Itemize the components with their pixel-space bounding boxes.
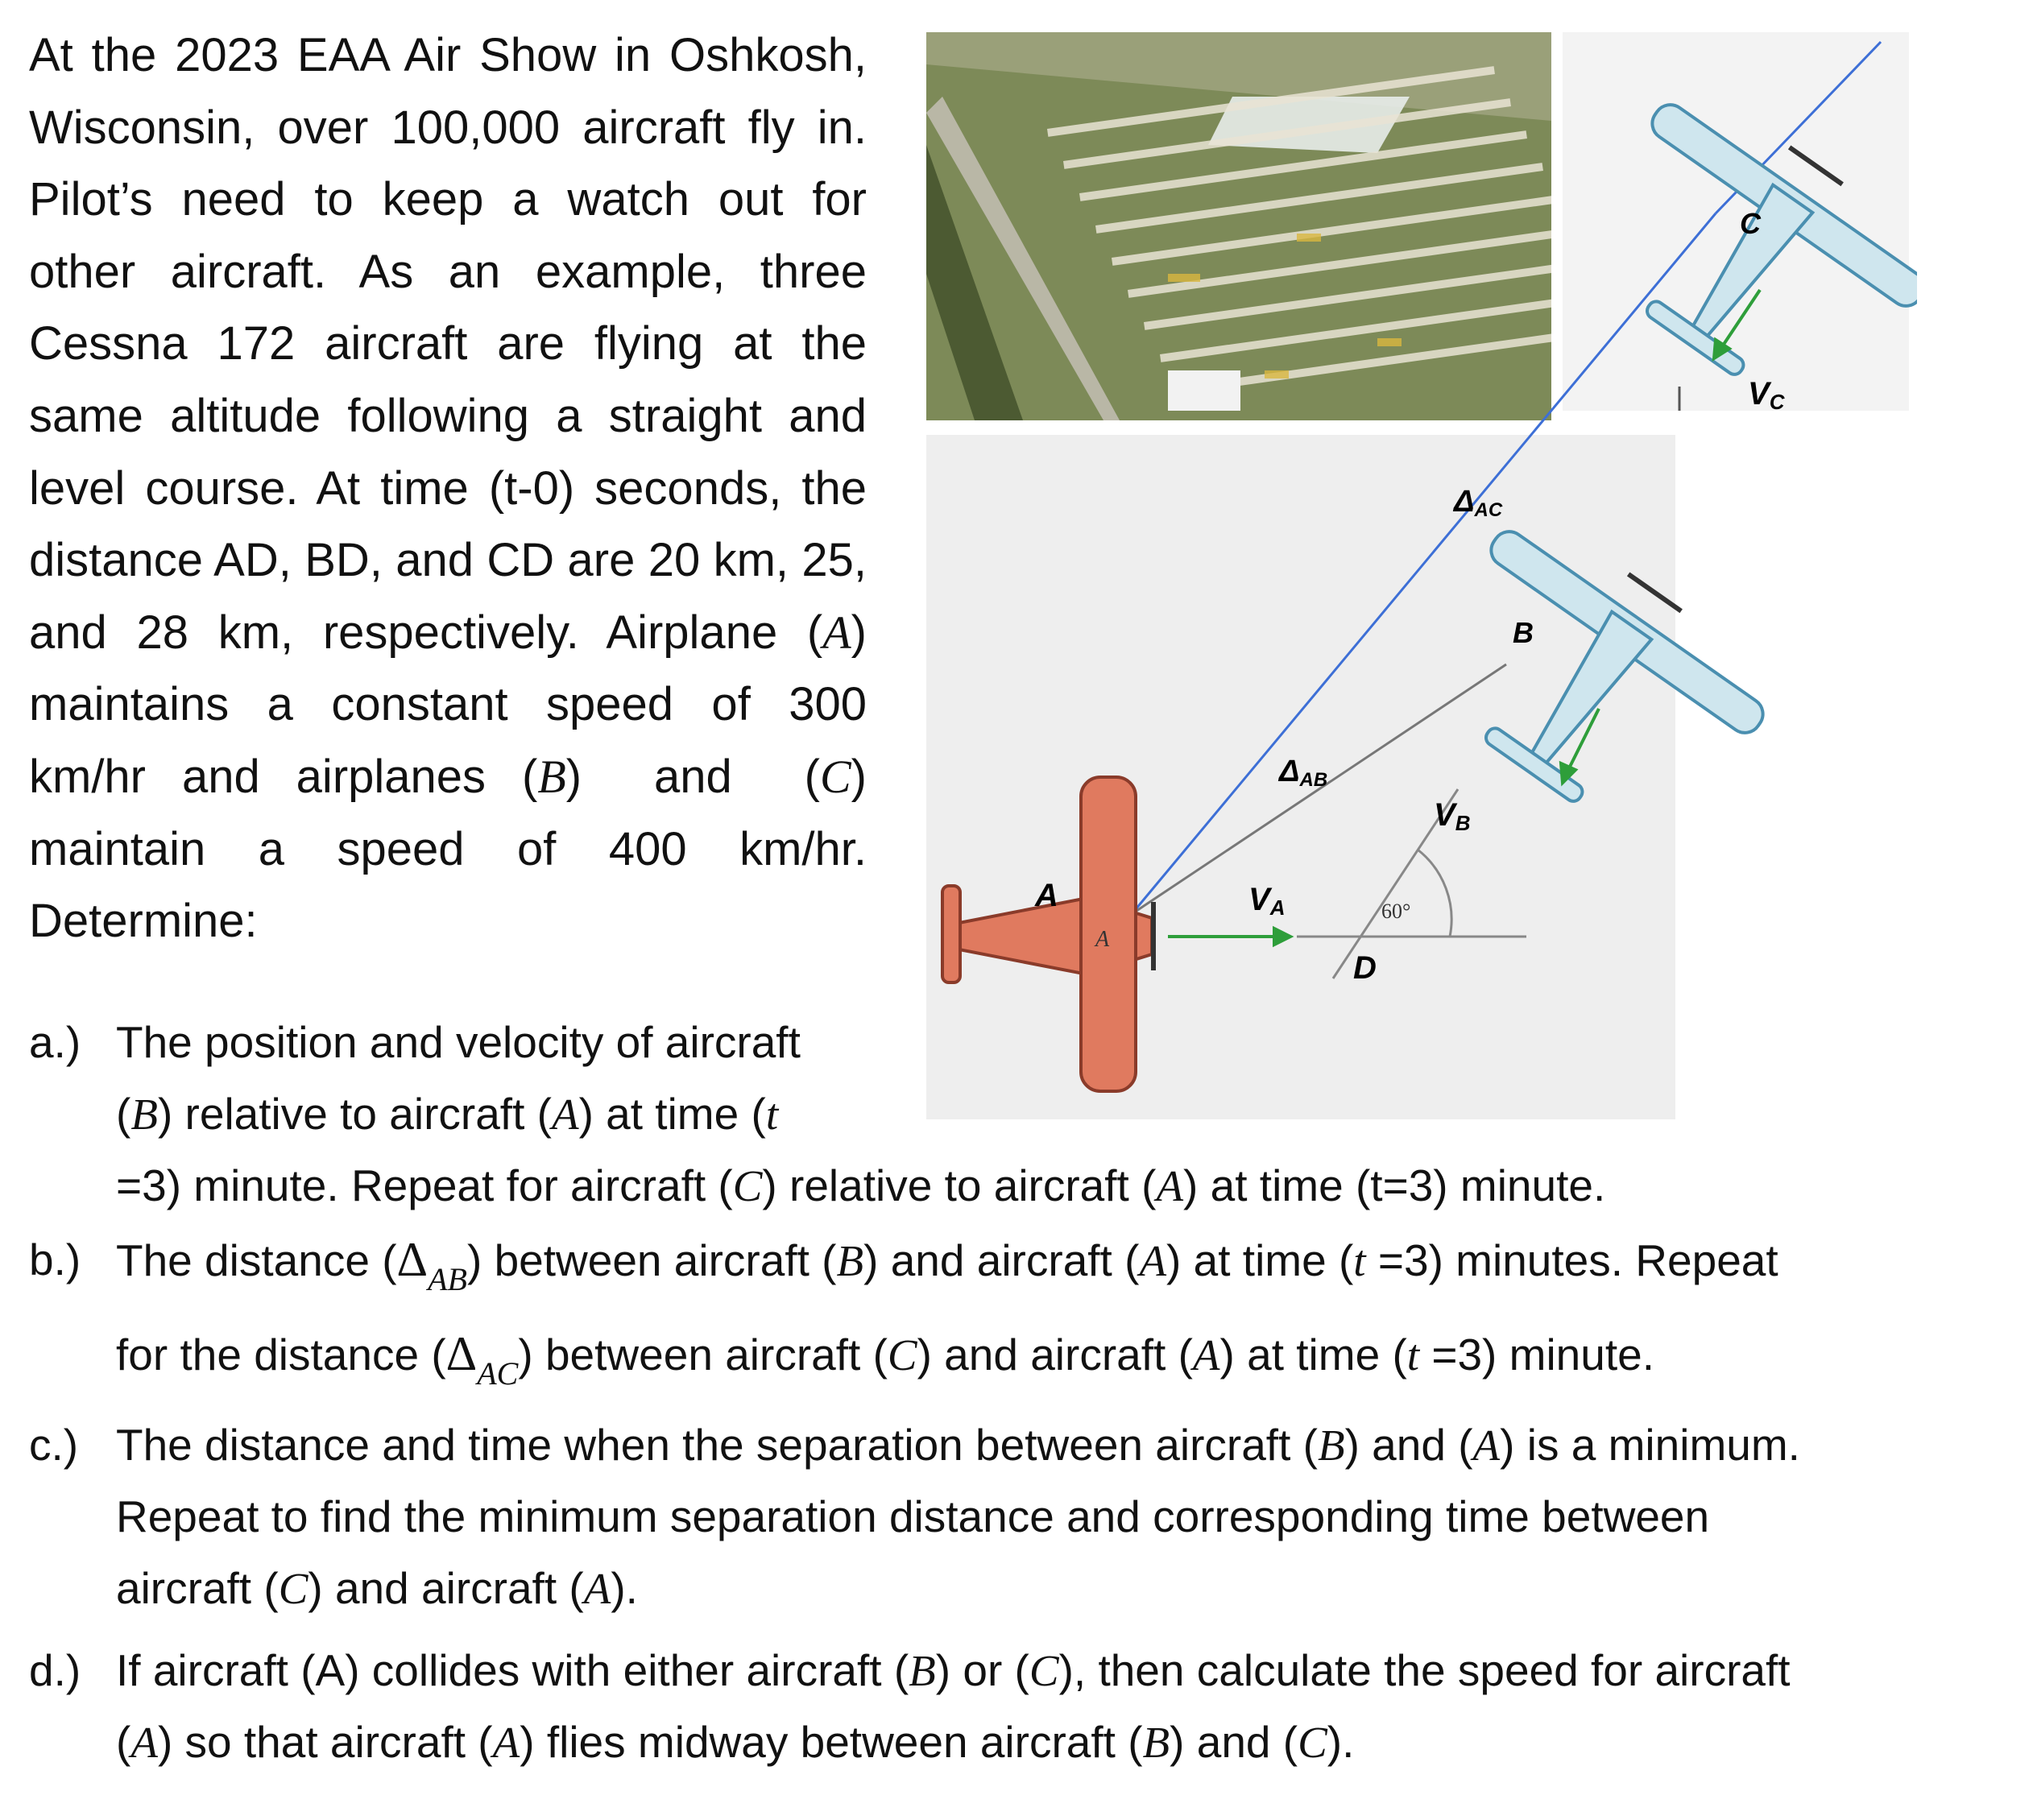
intro-line: and 28 km, respectively. Airplane (A) (29, 606, 867, 659)
question-label: a.) (29, 1017, 81, 1067)
label-b: B (1513, 616, 1534, 649)
question-body: The distance and time when the separation between aircraft (B) and (A) is a minimum. Repeat to find the minimum separation distance and corresponding time between aircraft (C) and aircraft (A). (116, 1420, 1800, 1613)
question-label: b.) (29, 1235, 81, 1284)
intro-line: same altitude following a straight and (29, 389, 867, 442)
question-label: c.) (29, 1420, 79, 1470)
aircraft-b (1397, 500, 1787, 864)
delta-ac-line (1132, 213, 1716, 914)
problem-intro (29, 19, 867, 958)
intro-line: Cessna 172 aircraft are flying at the (29, 317, 867, 370)
angle-arc (1418, 850, 1451, 937)
label-c: C (1740, 207, 1761, 240)
va-arrow-head (1274, 929, 1290, 945)
aircraft-c (1559, 73, 1917, 437)
intro-line: maintains a constant speed of 300 (29, 678, 867, 731)
intro-line: km/hr and airplanes (B) and (C) (29, 750, 867, 803)
label-va: VA (1248, 882, 1286, 920)
question-body: If aircraft (A) collides with either aircraft (B) or (C), then calculate the speed for aircraft (A) so that aircraft (A) flies midway between aircraft (B) and (C). (116, 1645, 1791, 1767)
label-vc: VC (1748, 376, 1785, 414)
intro-line: Determine: (29, 895, 258, 948)
question-label: d.) (29, 1645, 81, 1695)
label-vb: VB (1434, 797, 1471, 835)
label-delta-ab: ΔAB (1279, 755, 1328, 791)
intro-line: At the 2023 EAA Air Show in Oshkosh, (29, 29, 867, 81)
intro-line: maintain a speed of 400 km/hr. (29, 822, 867, 875)
angle-label: 60° (1381, 900, 1411, 923)
label-a-fuselage: A (1095, 927, 1110, 952)
intro-line: other aircraft. As an example, three (29, 245, 867, 298)
aircraft-diagram (926, 32, 1917, 1127)
label-delta-ac: ΔAC (1454, 485, 1503, 521)
intro-line: Wisconsin, over 100,000 aircraft fly in. (29, 101, 867, 154)
intro-line: Pilot’s need to keep a watch out for (29, 173, 867, 226)
question-body: The position and velocity of aircraft (B) relative to aircraft (A) at time (t =3) minute. Repeat for aircraft (C) relative to aircraft (A) at time (t=3) minute. (116, 1017, 1606, 1210)
question-body: The distance $(\Delta_{AB})$ between aircraft (B) and aircraft (A) at time (t =3) minutes. Repeat for the distance $(\Delta_{AC})$ between aircraft (C) and aircraft (A) at time (t =3) minute. (116, 1233, 1778, 1392)
intro-line: distance AD, BD, and CD are 20 km, 25, (29, 534, 867, 587)
label-a: A (1035, 878, 1058, 913)
intro-line: level course. At time (t-0) seconds, the (29, 461, 867, 515)
label-d: D (1353, 950, 1377, 986)
